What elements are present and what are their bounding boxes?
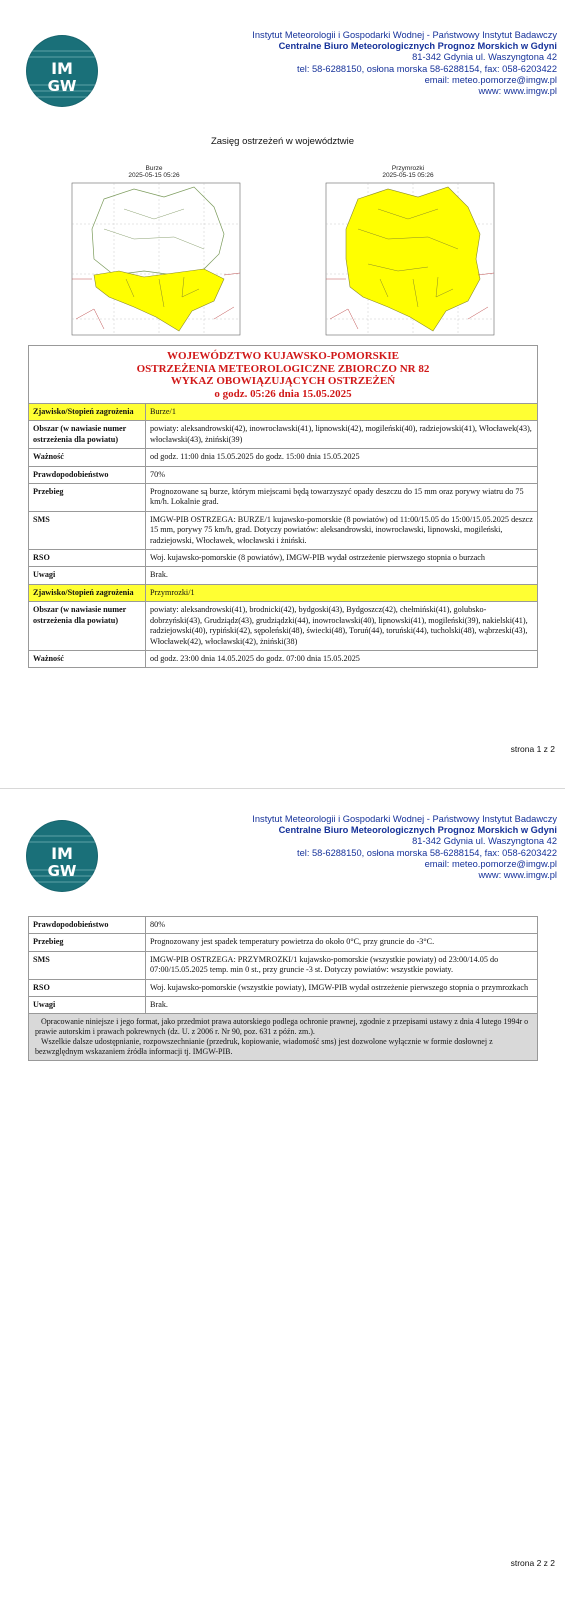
w2-przebieg: Prognozowany jest spadek temperatury powietrza do około 0°C, przy gruncie do -3°C. [146,934,538,951]
phone: tel: 58-6288150, osłona morska 58-6288154, fax: 058-6203422 [297,847,557,858]
table-row [29,584,538,601]
label-sms-2: SMS [29,951,146,979]
copyright-p1: Opracowanie niniejsze i jego format, jako przedmiot prawa autorskiego podlega ochronie prawnej, zgodnie z przepisami ustawy z dnia 4 lutego 1994r o prawie autorskim i prawach pokrewnych (dz. U. z 2006 r. Nr 90, poz. 631 z późn. zm.). [35,1017,529,1037]
w1-rso: Woj. kujawsko-pomorskie (8 powiatów), IMGW-PIB wydał ostrzeżenie pierwszego stopnia o burzach [146,550,538,567]
title-line2: OSTRZEŻENIA METEOROLOGICZNE ZBIORCZO NR 82 [136,362,430,375]
map-burze-date: 2025-05-15 05:26 [128,172,180,179]
table-row [29,602,538,651]
label-zjawisko: Zjawisko/Stopień zagrożenia [29,404,146,421]
institute-name: Instytut Meteorologii i Gospodarki Wodnej - Państwowy Instytut Badawczy [252,814,557,824]
label-obszar: Obszar (w nawiasie numer ostrzeżenia dla powiatu) [29,421,146,449]
warnings-table-page2 [28,916,538,1061]
logo-text-top: IM [51,844,73,863]
title-line1: WOJEWÓDZTWO KUJAWSKO-POMORSKIE [167,350,399,362]
table-row [29,979,538,996]
w1-obszar: powiaty: aleksandrowski(42), inowrocławski(41), lipnowski(42), mogileński(40), radziejowski(41), Włocławek(43), włocławski(43), żniński(39) [146,421,538,449]
table-row [29,951,538,979]
phone: tel: 58-6288150, osłona morska 58-6288154, fax: 058-6203422 [297,63,557,74]
label-waznosc: Ważność [29,449,146,466]
copyright-p2: Wszelkie dalsze udostępnianie, rozpowszechnianie (przedruk, kopiowanie, wiadomość sms) jest dozwolone wyłącznie w formie dosłownej z bezwzględnym wskazaniem źródła informacji tj. IMGW-PIB. [35,1037,493,1057]
email-link[interactable]: email: meteo.pomorze@imgw.pl [424,858,557,869]
label-prawd-2: Prawdopodobieństwo [29,917,146,934]
institute-name: Instytut Meteorologii i Gospodarki Wodnej - Państwowy Instytut Badawczy [252,30,557,40]
table-row [29,934,538,951]
map-przymrozki-name: Przymrozki [391,165,425,172]
map-burze [64,165,244,343]
table-row [29,511,538,549]
label-uwagi: Uwagi [29,567,146,584]
warnings-table-page1 [28,345,538,668]
map-przymrozki [318,165,498,343]
w1-sms: IMGW-PIB OSTRZEGA: BURZE/1 kujawsko-pomorskie (8 powiatów) od 11:00/15.05 do 15:00/15.05.2025 deszcz 15 mm, porywy 75 km/h, grad. Dotyczy powiatów: aleksandrowski, inowrocławski, lipnowski, mogileński, radziejowski, Włocławek, włocławski i żniński. [146,511,538,549]
institute-header [252,30,557,97]
table-row [29,1014,538,1061]
imgw-logo [26,820,98,892]
w1-waznosc: od godz. 11:00 dnia 15.05.2025 do godz. 15:00 dnia 15.05.2025 [146,449,538,466]
w1-przebieg: Prognozowane są burze, którym miejscami będą towarzyszyć opady deszczu do 15 mm oraz porywy wiatru do 75 km/h. Lokalnie grad. [146,484,538,512]
title-line4: o godz. 05:26 dnia 15.05.2025 [214,387,352,400]
label-uwagi-2: Uwagi [29,997,146,1014]
bureau-name: Centralne Biuro Meteorologicznych Prognoz Morskich w Gdyni [278,41,557,52]
label-rso-2: RSO [29,979,146,996]
w2-zjawisko: Przymrozki/1 [146,584,538,601]
table-row [29,421,538,449]
table-row [29,466,538,483]
copyright-notice [29,1014,538,1061]
w2-uwagi: Brak. [146,997,538,1014]
table-row [29,650,538,667]
logo-text-bottom: GW [47,77,77,95]
table-row [29,404,538,421]
w2-prawd: 80% [146,917,538,934]
label-przebieg: Przebieg [29,484,146,512]
label-zjawisko-2: Zjawisko/Stopień zagrożenia [29,584,146,601]
page-2 [0,806,565,1600]
table-row [29,997,538,1014]
label-obszar-2: Obszar (w nawiasie numer ostrzeżenia dla powiatu) [29,602,146,651]
label-waznosc-2: Ważność [29,650,146,667]
table-row [29,550,538,567]
w2-rso: Woj. kujawsko-pomorskie (wszystkie powiaty), IMGW-PIB wydał ostrzeżenie pierwszego stopnia o przymrozkach [146,979,538,996]
bulletin-title [29,346,538,404]
page-separator [0,788,565,789]
logo-text-top: IM [51,59,73,78]
map-burze-name: Burze [145,165,163,172]
email-link[interactable]: email: meteo.pomorze@imgw.pl [424,74,557,85]
address: 81-342 Gdynia ul. Waszyngtona 42 [412,836,557,847]
imgw-logo [26,35,98,107]
w1-prawd: 70% [146,466,538,483]
map-przymrozki-image [318,179,498,343]
label-rso: RSO [29,550,146,567]
label-prawd: Prawdopodobieństwo [29,466,146,483]
w2-sms: IMGW-PIB OSTRZEGA: PRZYMROZKI/1 kujawsko-pomorskie (wszystkie powiaty) od 23:00/14.05 do 07:00/15.05.2025 temp. min 0 st., przy gruncie -3 st. Dotyczy powiatów: wszystkie powiaty. [146,951,538,979]
w1-uwagi: Brak. [146,567,538,584]
website-link[interactable]: www: www.imgw.pl [478,870,557,881]
table-row [29,567,538,584]
maps-title: Zasięg ostrzeżeń w województwie [210,136,355,147]
title-line3: WYKAZ OBOWIĄZUJĄCYCH OSTRZEŻEŃ [170,375,396,387]
website-link[interactable]: www: www.imgw.pl [478,86,557,97]
label-przebieg-2: Przebieg [29,934,146,951]
w2-obszar: powiaty: aleksandrowski(41), brodnicki(42), bydgoski(43), Bydgoszcz(42), chełmiński(41), golubsko-dobrzyński(43), Grudziądz(43), grudziądzki(44), inowrocławski(40), lipnowski(41), mogileński(39), nakielski(41), radziejowski(40), rypiński(42), sępoleński(48), świecki(48), Toruń(44), toruński(44), tucholski(48), wąbrzeski(43), Włocławek(42), włocławski(42), żniński(38) [146,602,538,651]
table-row [29,484,538,512]
page-number: strona 1 z 2 [510,744,555,754]
label-sms: SMS [29,511,146,549]
table-row [29,917,538,934]
table-row [29,449,538,466]
institute-header [252,814,557,881]
page-1 [0,0,565,780]
map-burze-image [64,179,244,343]
w1-zjawisko: Burze/1 [146,404,538,421]
logo-text-bottom: GW [47,862,77,880]
map-przymrozki-date: 2025-05-15 05:26 [382,172,434,179]
bureau-name: Centralne Biuro Meteorologicznych Prognoz Morskich w Gdyni [278,825,557,836]
page-number: strona 2 z 2 [510,1558,555,1568]
w2-waznosc: od godz. 23:00 dnia 14.05.2025 do godz. 07:00 dnia 15.05.2025 [146,650,538,667]
address: 81-342 Gdynia ul. Waszyngtona 42 [412,52,557,63]
